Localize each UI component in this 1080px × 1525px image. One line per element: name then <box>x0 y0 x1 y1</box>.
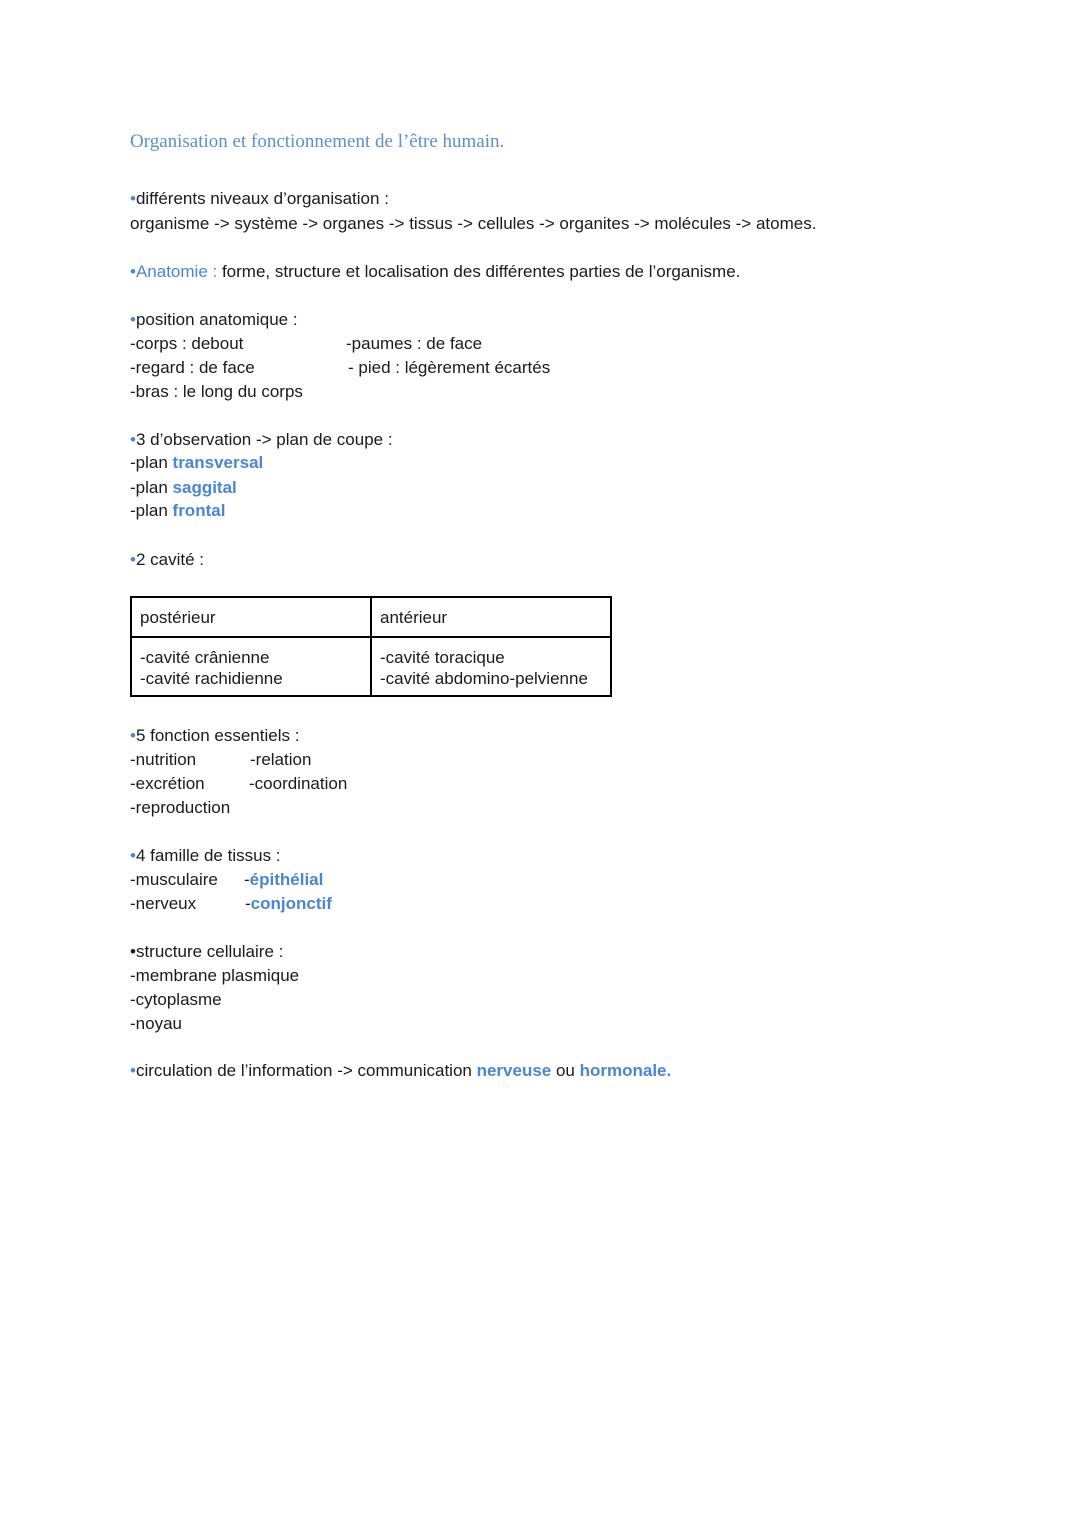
communication-type: nerveuse <box>476 1061 552 1080</box>
anatomy-definition: •Anatomie : forme, structure et localisation des différentes parties de l’organisme. <box>130 262 741 281</box>
anatomy-term: Anatomie : <box>135 262 218 281</box>
bullet-icon: • <box>130 189 136 208</box>
table-row <box>131 637 611 696</box>
bullet-icon: • <box>130 430 136 449</box>
position-item: -paumes : de face <box>346 334 483 353</box>
position-item: - pied : légèrement écartés <box>348 358 551 377</box>
table-cell: -cavité crânienne -cavité rachidienne <box>131 637 371 696</box>
plane-item: -plan frontal <box>130 501 226 520</box>
function-item: -excrétion <box>130 774 205 793</box>
plane-name: saggital <box>172 478 237 497</box>
table-cell: -cavité toracique -cavité abdomino-pelvienne <box>371 637 611 696</box>
cavities-heading: •2 cavité : <box>130 550 204 569</box>
position-heading: •position anatomique : <box>130 310 298 329</box>
levels-chain: organisme -> système -> organes -> tissus -> cellules -> organites -> molécules -> atomes. <box>130 214 817 233</box>
bullet-icon: • <box>130 942 136 961</box>
function-item: -reproduction <box>130 798 231 817</box>
bullet-icon: • <box>130 726 136 745</box>
plane-item: -plan transversal <box>130 453 264 472</box>
communication-type: hormonale. <box>579 1061 672 1080</box>
bullet-icon: • <box>130 262 136 281</box>
plane-name: frontal <box>172 501 226 520</box>
position-item: -regard : de face <box>130 358 255 377</box>
tissue-item: -épithélial <box>244 870 324 889</box>
plane-item: -plan saggital <box>130 478 237 497</box>
table-header-cell: antérieur <box>371 597 611 637</box>
position-item: -bras : le long du corps <box>130 382 303 401</box>
tissue-item: -nerveux <box>130 894 197 913</box>
bullet-icon: • <box>130 310 136 329</box>
information-line: •circulation de l’information -> communication nerveuse ou hormonale. <box>130 1061 672 1080</box>
planes-heading: •3 d’observation -> plan de coupe : <box>130 430 393 449</box>
cell-structure-heading: •structure cellulaire : <box>130 942 284 961</box>
tissues-heading: •4 famille de tissus : <box>130 846 281 865</box>
cavity-table <box>130 596 612 697</box>
bullet-icon: • <box>130 1061 136 1080</box>
function-item: -relation <box>250 750 312 769</box>
tissue-name: épithélial <box>249 870 324 889</box>
cell-structure-item: -membrane plasmique <box>130 966 300 985</box>
plane-name: transversal <box>172 453 264 472</box>
position-item: -corps : debout <box>130 334 244 353</box>
levels-heading: •différents niveaux d’organisation : <box>130 189 389 208</box>
bullet-icon: • <box>130 550 136 569</box>
function-item: -coordination <box>249 774 348 793</box>
table-header-row <box>131 597 611 637</box>
tissue-item: -musculaire <box>130 870 218 889</box>
cell-structure-item: -noyau <box>130 1014 182 1033</box>
cell-structure-item: -cytoplasme <box>130 990 222 1009</box>
tissue-item: -conjonctif <box>245 894 332 913</box>
functions-heading: •5 fonction essentiels : <box>130 726 300 745</box>
bullet-icon: • <box>130 846 136 865</box>
function-item: -nutrition <box>130 750 197 769</box>
page-title: Organisation et fonctionnement de l’être humain. <box>130 131 505 152</box>
table-header-cell: postérieur <box>131 597 371 637</box>
tissue-name: conjonctif <box>250 894 332 913</box>
